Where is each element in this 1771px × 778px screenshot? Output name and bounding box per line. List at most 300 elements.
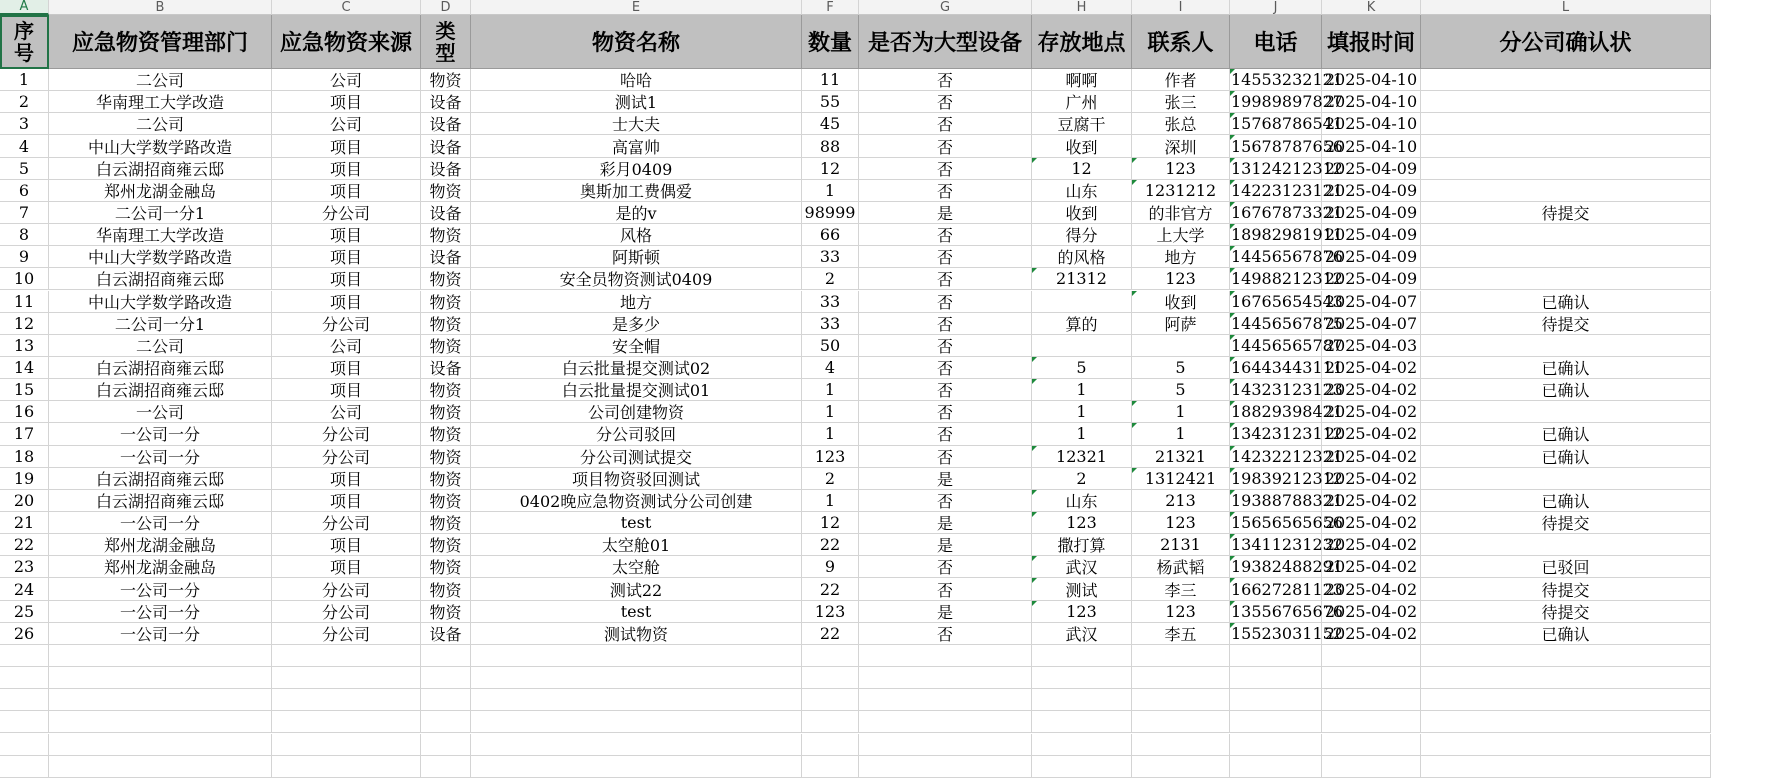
table-cell[interactable] [1421, 335, 1711, 357]
table-cell[interactable]: 14456567876 [1230, 246, 1322, 268]
table-cell[interactable]: 高富帅 [471, 135, 802, 157]
table-cell[interactable]: 分公司 [272, 601, 421, 623]
table-cell[interactable]: 啊啊 [1032, 69, 1132, 91]
table-cell[interactable]: 阿萨 [1132, 313, 1230, 335]
table-cell[interactable]: 物资 [421, 379, 471, 401]
table-cell[interactable]: 12 [0, 313, 49, 335]
table-cell[interactable]: 2025-04-02 [1322, 578, 1421, 600]
table-cell[interactable] [1421, 135, 1711, 157]
table-cell[interactable]: 张三 [1132, 91, 1230, 113]
table-cell[interactable]: 15523031152 [1230, 623, 1322, 645]
empty-cell[interactable] [802, 689, 859, 711]
table-cell[interactable]: 123 [1132, 601, 1230, 623]
table-cell[interactable]: 1 [802, 379, 859, 401]
table-cell[interactable]: 1 [1032, 379, 1132, 401]
table-cell[interactable]: 否 [859, 335, 1032, 357]
table-cell[interactable]: 2025-04-09 [1322, 202, 1421, 224]
column-header-h[interactable]: H [1032, 0, 1132, 15]
table-cell[interactable]: 24 [0, 578, 49, 600]
table-cell[interactable] [1421, 246, 1711, 268]
empty-cell[interactable] [1322, 689, 1421, 711]
table-cell[interactable]: 待提交 [1421, 313, 1711, 335]
table-cell[interactable]: 物资 [421, 601, 471, 623]
table-cell[interactable]: 16765654543 [1230, 291, 1322, 313]
empty-cell[interactable] [1230, 734, 1322, 756]
table-cell[interactable]: 郑州龙湖金融岛 [49, 180, 272, 202]
table-cell[interactable]: 待提交 [1421, 512, 1711, 534]
table-cell[interactable]: 2025-04-02 [1322, 357, 1421, 379]
table-cell[interactable]: 25 [0, 601, 49, 623]
table-cell[interactable]: 19839212312 [1230, 468, 1322, 490]
table-cell[interactable]: 豆腐干 [1032, 113, 1132, 135]
empty-cell[interactable] [1421, 711, 1711, 733]
empty-cell[interactable] [421, 734, 471, 756]
table-cell[interactable]: 深圳 [1132, 135, 1230, 157]
empty-cell[interactable] [1132, 667, 1230, 689]
empty-cell[interactable] [859, 667, 1032, 689]
table-cell[interactable]: 45 [802, 113, 859, 135]
table-cell[interactable]: 项目 [272, 268, 421, 290]
table-cell[interactable]: 待提交 [1421, 601, 1711, 623]
empty-cell[interactable] [859, 645, 1032, 667]
table-cell[interactable]: 设备 [421, 357, 471, 379]
table-cell[interactable]: 白云湖招商雍云邸 [49, 468, 272, 490]
table-cell[interactable]: 23 [0, 556, 49, 578]
table-cell[interactable]: 2131 [1132, 534, 1230, 556]
column-header-b[interactable]: B [49, 0, 272, 15]
empty-cell[interactable] [421, 756, 471, 778]
empty-cell[interactable] [1230, 645, 1322, 667]
column-header-f[interactable]: F [802, 0, 859, 15]
column-header-a[interactable]: A [0, 0, 49, 15]
table-cell[interactable]: 14323123123 [1230, 379, 1322, 401]
table-cell[interactable]: 分公司 [272, 623, 421, 645]
table-cell[interactable]: 分公司驳回 [471, 423, 802, 445]
table-cell[interactable]: 5 [1032, 357, 1132, 379]
empty-cell[interactable] [272, 734, 421, 756]
table-cell[interactable]: 的风格 [1032, 246, 1132, 268]
table-cell[interactable]: 物资 [421, 490, 471, 512]
table-cell[interactable]: 中山大学数学路改造 [49, 135, 272, 157]
table-cell[interactable]: 17 [0, 423, 49, 445]
table-cell[interactable]: 123 [1132, 268, 1230, 290]
header-cell-3[interactable]: 应急物资来源 [272, 15, 421, 69]
table-cell[interactable]: 测试1 [471, 91, 802, 113]
table-cell[interactable]: 14553232121 [1230, 69, 1322, 91]
empty-cell[interactable] [1132, 734, 1230, 756]
table-cell[interactable]: 安全员物资测试0409 [471, 268, 802, 290]
table-cell[interactable]: 物资 [421, 446, 471, 468]
table-cell[interactable]: 14223123121 [1230, 180, 1322, 202]
table-cell[interactable]: 物资 [421, 512, 471, 534]
table-cell[interactable]: 21 [0, 512, 49, 534]
table-cell[interactable] [1421, 113, 1711, 135]
table-cell[interactable]: 98999 [802, 202, 859, 224]
empty-cell[interactable] [859, 756, 1032, 778]
table-cell[interactable] [1421, 158, 1711, 180]
table-cell[interactable]: 物资 [421, 578, 471, 600]
table-cell[interactable]: 公司 [272, 69, 421, 91]
empty-cell[interactable] [802, 756, 859, 778]
table-cell[interactable]: 2025-04-09 [1322, 268, 1421, 290]
table-cell[interactable]: 123 [1132, 158, 1230, 180]
table-cell[interactable]: 项目物资驳回测试 [471, 468, 802, 490]
table-cell[interactable]: 武汉 [1032, 623, 1132, 645]
column-header-g[interactable]: G [859, 0, 1032, 15]
table-cell[interactable]: 项目 [272, 91, 421, 113]
table-cell[interactable]: 否 [859, 69, 1032, 91]
table-cell[interactable]: 设备 [421, 135, 471, 157]
empty-cell[interactable] [1132, 756, 1230, 778]
table-cell[interactable]: 21321 [1132, 446, 1230, 468]
empty-cell[interactable] [1322, 711, 1421, 733]
table-cell[interactable]: 否 [859, 158, 1032, 180]
table-cell[interactable]: 否 [859, 246, 1032, 268]
table-cell[interactable]: 否 [859, 313, 1032, 335]
table-cell[interactable]: 撒打算 [1032, 534, 1132, 556]
table-cell[interactable]: 2025-04-07 [1322, 313, 1421, 335]
empty-cell[interactable] [1322, 667, 1421, 689]
table-cell[interactable]: 88 [802, 135, 859, 157]
table-cell[interactable]: 项目 [272, 468, 421, 490]
table-cell[interactable]: 15678787656 [1230, 135, 1322, 157]
header-cell-1[interactable]: 序号 [0, 15, 49, 69]
column-header-i[interactable]: I [1132, 0, 1230, 15]
table-cell[interactable] [1421, 91, 1711, 113]
empty-cell[interactable] [0, 711, 49, 733]
empty-cell[interactable] [1132, 689, 1230, 711]
empty-cell[interactable] [272, 756, 421, 778]
table-cell[interactable]: 2 [802, 268, 859, 290]
table-cell[interactable]: 已确认 [1421, 490, 1711, 512]
table-cell[interactable]: 12 [802, 158, 859, 180]
table-cell[interactable]: 白云湖招商雍云邸 [49, 490, 272, 512]
table-cell[interactable]: 5 [1132, 379, 1230, 401]
empty-cell[interactable] [272, 645, 421, 667]
table-cell[interactable]: 待提交 [1421, 202, 1711, 224]
table-cell[interactable]: 二公司 [49, 113, 272, 135]
table-cell[interactable]: 得分 [1032, 224, 1132, 246]
table-cell[interactable]: 19382488291 [1230, 556, 1322, 578]
table-cell[interactable]: 2025-04-02 [1322, 534, 1421, 556]
table-cell[interactable]: 已确认 [1421, 357, 1711, 379]
table-cell[interactable]: 分公司 [272, 313, 421, 335]
empty-cell[interactable] [471, 734, 802, 756]
empty-cell[interactable] [859, 711, 1032, 733]
table-cell[interactable]: 郑州龙湖金融岛 [49, 556, 272, 578]
empty-cell[interactable] [1421, 667, 1711, 689]
table-cell[interactable]: 地方 [471, 291, 802, 313]
table-cell[interactable]: 15 [0, 379, 49, 401]
empty-cell[interactable] [471, 667, 802, 689]
empty-cell[interactable] [421, 667, 471, 689]
table-cell[interactable]: 否 [859, 224, 1032, 246]
empty-cell[interactable] [421, 689, 471, 711]
table-cell[interactable]: 1231212 [1132, 180, 1230, 202]
table-cell[interactable]: 1 [1032, 401, 1132, 423]
table-cell[interactable]: 2025-04-09 [1322, 246, 1421, 268]
table-cell[interactable] [1032, 335, 1132, 357]
table-cell[interactable]: 设备 [421, 113, 471, 135]
table-cell[interactable]: 安全帽 [471, 335, 802, 357]
table-cell[interactable]: 白云湖招商雍云邸 [49, 379, 272, 401]
table-cell[interactable]: 收到 [1132, 291, 1230, 313]
empty-cell[interactable] [1421, 734, 1711, 756]
table-cell[interactable]: 2025-04-10 [1322, 69, 1421, 91]
table-cell[interactable]: 1 [1132, 401, 1230, 423]
table-cell[interactable]: 4 [0, 135, 49, 157]
table-cell[interactable]: 9 [0, 246, 49, 268]
empty-cell[interactable] [1322, 756, 1421, 778]
table-cell[interactable]: 18982981911 [1230, 224, 1322, 246]
column-header-j[interactable]: J [1230, 0, 1322, 15]
table-cell[interactable]: 2025-04-02 [1322, 401, 1421, 423]
table-cell[interactable]: 分公司 [272, 202, 421, 224]
table-cell[interactable]: 19989897827 [1230, 91, 1322, 113]
empty-cell[interactable] [1230, 689, 1322, 711]
table-cell[interactable]: 物资 [421, 556, 471, 578]
table-cell[interactable]: 太空舱01 [471, 534, 802, 556]
table-cell[interactable]: 2 [802, 468, 859, 490]
table-cell[interactable]: 2 [1032, 468, 1132, 490]
table-cell[interactable]: 一公司一分 [49, 578, 272, 600]
table-cell[interactable]: 物资 [421, 335, 471, 357]
empty-cell[interactable] [1032, 756, 1132, 778]
table-cell[interactable]: 李五 [1132, 623, 1230, 645]
table-cell[interactable]: 12 [1032, 158, 1132, 180]
empty-cell[interactable] [1032, 689, 1132, 711]
table-cell[interactable]: 华南理工大学改造 [49, 91, 272, 113]
table-cell[interactable]: 10 [0, 268, 49, 290]
table-cell[interactable]: 测试22 [471, 578, 802, 600]
table-cell[interactable]: 22 [802, 534, 859, 556]
table-cell[interactable]: test [471, 601, 802, 623]
table-cell[interactable]: 1 [802, 423, 859, 445]
table-cell[interactable]: 作者 [1132, 69, 1230, 91]
table-cell[interactable]: 123 [802, 601, 859, 623]
table-cell[interactable]: 14456567875 [1230, 313, 1322, 335]
column-header-e[interactable]: E [471, 0, 802, 15]
table-cell[interactable]: 分公司测试提交 [471, 446, 802, 468]
empty-cell[interactable] [1032, 734, 1132, 756]
table-cell[interactable]: 1 [1032, 423, 1132, 445]
table-cell[interactable]: 中山大学数学路改造 [49, 246, 272, 268]
table-cell[interactable]: 2025-04-09 [1322, 180, 1421, 202]
table-cell[interactable]: 19 [0, 468, 49, 490]
table-cell[interactable]: 1 [802, 490, 859, 512]
table-cell[interactable]: 否 [859, 135, 1032, 157]
empty-cell[interactable] [49, 645, 272, 667]
empty-cell[interactable] [272, 689, 421, 711]
table-cell[interactable]: 公司 [272, 113, 421, 135]
table-cell[interactable]: 18829398421 [1230, 401, 1322, 423]
table-cell[interactable]: 2025-04-10 [1322, 135, 1421, 157]
table-cell[interactable]: 白云批量提交测试01 [471, 379, 802, 401]
table-cell[interactable]: 公司 [272, 335, 421, 357]
table-cell[interactable]: 物资 [421, 268, 471, 290]
table-cell[interactable]: 的非官方 [1132, 202, 1230, 224]
table-cell[interactable]: 白云湖招商雍云邸 [49, 357, 272, 379]
table-cell[interactable]: 6 [0, 180, 49, 202]
table-cell[interactable]: 物资 [421, 291, 471, 313]
empty-cell[interactable] [0, 667, 49, 689]
table-cell[interactable]: 21312 [1032, 268, 1132, 290]
table-cell[interactable]: 白云湖招商雍云邸 [49, 158, 272, 180]
table-cell[interactable]: 分公司 [272, 423, 421, 445]
header-cell-11[interactable]: 填报时间 [1322, 15, 1421, 69]
table-cell[interactable]: 一公司一分 [49, 512, 272, 534]
table-cell[interactable]: 是 [859, 202, 1032, 224]
table-cell[interactable]: 2025-04-02 [1322, 379, 1421, 401]
empty-cell[interactable] [49, 667, 272, 689]
table-cell[interactable]: 一公司一分 [49, 601, 272, 623]
table-cell[interactable] [1421, 268, 1711, 290]
table-cell[interactable]: 1 [802, 180, 859, 202]
table-cell[interactable]: 14456565787 [1230, 335, 1322, 357]
table-cell[interactable]: 13 [0, 335, 49, 357]
table-cell[interactable]: 算的 [1032, 313, 1132, 335]
table-cell[interactable]: 哈哈 [471, 69, 802, 91]
table-cell[interactable]: 一公司一分 [49, 423, 272, 445]
empty-cell[interactable] [0, 734, 49, 756]
table-cell[interactable]: 奥斯加工费偶爱 [471, 180, 802, 202]
table-cell[interactable]: 2025-04-02 [1322, 623, 1421, 645]
table-cell[interactable]: 二公司一分1 [49, 202, 272, 224]
table-cell[interactable]: 15768786541 [1230, 113, 1322, 135]
empty-cell[interactable] [471, 711, 802, 733]
table-cell[interactable]: 4 [802, 357, 859, 379]
table-cell[interactable]: 2025-04-02 [1322, 446, 1421, 468]
table-cell[interactable]: 16767873321 [1230, 202, 1322, 224]
table-cell[interactable]: 二公司 [49, 335, 272, 357]
table-cell[interactable] [1421, 180, 1711, 202]
table-cell[interactable]: 14 [0, 357, 49, 379]
table-cell[interactable]: 否 [859, 357, 1032, 379]
table-cell[interactable]: 太空舱 [471, 556, 802, 578]
table-cell[interactable]: 否 [859, 379, 1032, 401]
table-cell[interactable]: 14232212321 [1230, 446, 1322, 468]
table-cell[interactable]: 8 [0, 224, 49, 246]
table-cell[interactable]: 项目 [272, 357, 421, 379]
table-cell[interactable]: 地方 [1132, 246, 1230, 268]
empty-cell[interactable] [49, 756, 272, 778]
table-cell[interactable]: 否 [859, 268, 1032, 290]
table-cell[interactable]: 123 [1032, 601, 1132, 623]
table-cell[interactable]: 中山大学数学路改造 [49, 291, 272, 313]
table-cell[interactable]: 12 [802, 512, 859, 534]
empty-cell[interactable] [1132, 711, 1230, 733]
empty-cell[interactable] [0, 756, 49, 778]
table-cell[interactable]: 9 [802, 556, 859, 578]
table-cell[interactable]: 否 [859, 578, 1032, 600]
table-cell[interactable]: 55 [802, 91, 859, 113]
table-cell[interactable]: 武汉 [1032, 556, 1132, 578]
table-cell[interactable]: 11 [0, 291, 49, 313]
table-cell[interactable]: 白云湖招商雍云邸 [49, 268, 272, 290]
table-cell[interactable]: 2025-04-02 [1322, 512, 1421, 534]
table-cell[interactable] [1032, 291, 1132, 313]
empty-cell[interactable] [49, 734, 272, 756]
table-cell[interactable]: 18 [0, 446, 49, 468]
empty-cell[interactable] [1230, 711, 1322, 733]
empty-cell[interactable] [1032, 645, 1132, 667]
table-cell[interactable]: 一公司一分 [49, 446, 272, 468]
empty-cell[interactable] [1421, 756, 1711, 778]
table-cell[interactable]: 物资 [421, 534, 471, 556]
header-cell-8[interactable]: 存放地点 [1032, 15, 1132, 69]
empty-cell[interactable] [421, 711, 471, 733]
table-cell[interactable]: 2025-04-02 [1322, 601, 1421, 623]
table-cell[interactable]: 设备 [421, 202, 471, 224]
table-cell[interactable]: 士大夫 [471, 113, 802, 135]
column-header-l[interactable]: L [1421, 0, 1711, 15]
table-cell[interactable] [1421, 534, 1711, 556]
table-cell[interactable]: 2025-04-02 [1322, 556, 1421, 578]
table-cell[interactable]: 14988212312 [1230, 268, 1322, 290]
table-cell[interactable]: 风格 [471, 224, 802, 246]
table-cell[interactable]: 1 [1132, 423, 1230, 445]
table-cell[interactable]: 是多少 [471, 313, 802, 335]
table-cell[interactable]: 33 [802, 313, 859, 335]
table-cell[interactable]: 项目 [272, 224, 421, 246]
table-cell[interactable]: 已确认 [1421, 623, 1711, 645]
table-cell[interactable]: 分公司 [272, 578, 421, 600]
table-cell[interactable]: 项目 [272, 556, 421, 578]
header-cell-4[interactable]: 类型 [421, 15, 471, 69]
table-cell[interactable]: 13556765676 [1230, 601, 1322, 623]
table-cell[interactable]: 李三 [1132, 578, 1230, 600]
table-cell[interactable]: 33 [802, 291, 859, 313]
column-header-c[interactable]: C [272, 0, 421, 15]
table-cell[interactable]: 物资 [421, 401, 471, 423]
table-cell[interactable]: test [471, 512, 802, 534]
table-cell[interactable]: 是 [859, 534, 1032, 556]
header-cell-7[interactable]: 是否为大型设备 [859, 15, 1032, 69]
table-cell[interactable]: 13423123112 [1230, 423, 1322, 445]
empty-cell[interactable] [1322, 645, 1421, 667]
table-cell[interactable]: 杨武韬 [1132, 556, 1230, 578]
table-cell[interactable]: 12321 [1032, 446, 1132, 468]
table-cell[interactable]: 公司创建物资 [471, 401, 802, 423]
table-cell[interactable]: 待提交 [1421, 578, 1711, 600]
table-cell[interactable]: 已确认 [1421, 291, 1711, 313]
header-cell-6[interactable]: 数量 [802, 15, 859, 69]
table-cell[interactable]: 是 [859, 512, 1032, 534]
table-cell[interactable]: 设备 [421, 623, 471, 645]
table-cell[interactable]: 1312421 [1132, 468, 1230, 490]
table-cell[interactable]: 项目 [272, 158, 421, 180]
table-cell[interactable]: 已确认 [1421, 379, 1711, 401]
table-cell[interactable] [1421, 69, 1711, 91]
empty-cell[interactable] [272, 711, 421, 733]
table-cell[interactable]: 19388788321 [1230, 490, 1322, 512]
table-cell[interactable]: 1 [802, 401, 859, 423]
table-cell[interactable]: 华南理工大学改造 [49, 224, 272, 246]
table-cell[interactable]: 设备 [421, 246, 471, 268]
table-cell[interactable]: 22 [802, 578, 859, 600]
table-cell[interactable]: 是 [859, 601, 1032, 623]
table-cell[interactable]: 2025-04-10 [1322, 91, 1421, 113]
empty-cell[interactable] [0, 645, 49, 667]
table-cell[interactable] [1132, 335, 1230, 357]
empty-cell[interactable] [1032, 667, 1132, 689]
table-cell[interactable]: 2025-04-09 [1322, 158, 1421, 180]
empty-cell[interactable] [49, 689, 272, 711]
empty-cell[interactable] [802, 711, 859, 733]
table-cell[interactable]: 项目 [272, 246, 421, 268]
table-cell[interactable]: 2025-04-07 [1322, 291, 1421, 313]
empty-cell[interactable] [1032, 711, 1132, 733]
